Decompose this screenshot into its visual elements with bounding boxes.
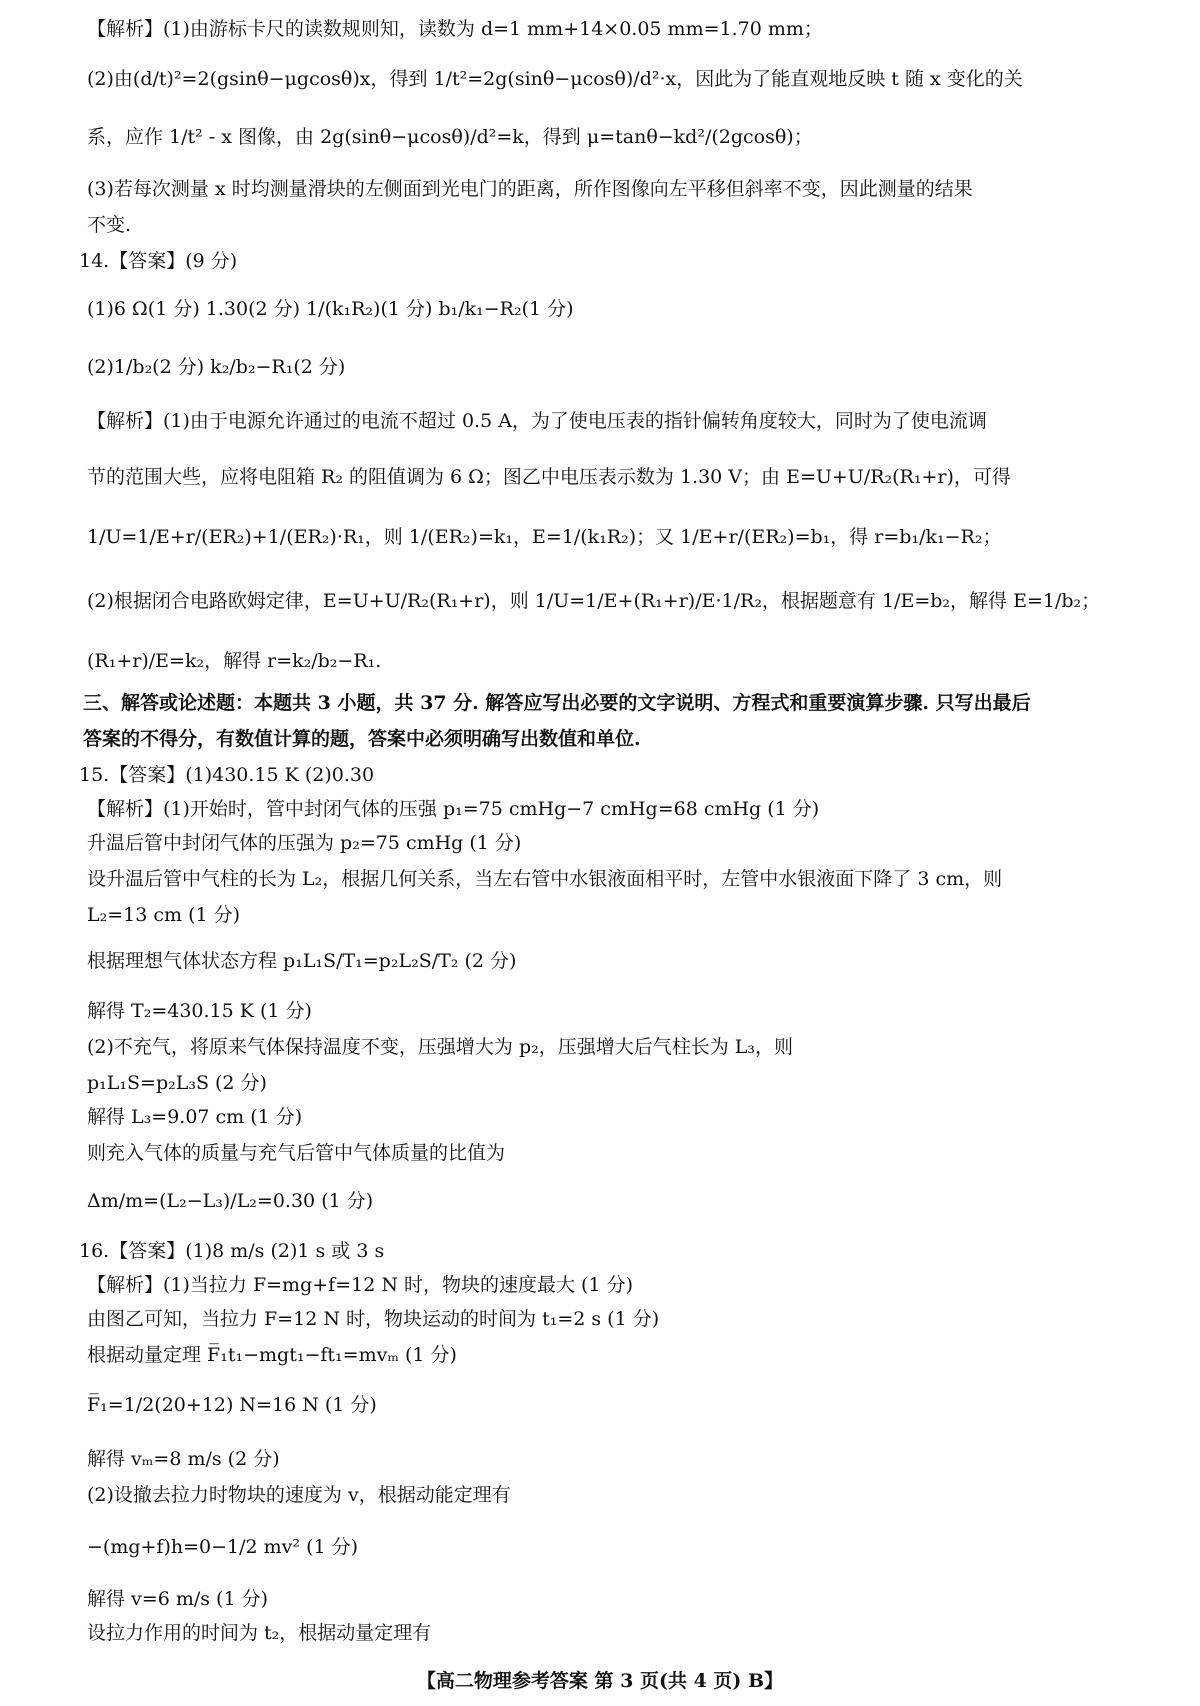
text-line: 1/U=1/E+r/(ER₂)+1/(ER₂)·R₁，则 1/(ER₂)=k₁，E=1/(k₁R₂)；又 1/E+r/(ER₂)=b₁，得 r=b₁/k₁−R₂； <box>87 526 1002 548</box>
text-line: 节的范围大些，应将电阻箱 R₂ 的阻值调为 6 Ω；图乙中电压表示数为 1.30 V；由 E=U+U/R₂(R₁+r)，可得 <box>87 466 1011 488</box>
text-line: Δm/m=(L₂−L₃)/L₂=0.30 (1 分) <box>87 1190 374 1212</box>
text-line: 【解析】(1)开始时，管中封闭气体的压强 p₁=75 cmHg−7 cmHg=68 cmHg (1 分) <box>87 798 820 820</box>
text-line: 14.【答案】(9 分) <box>79 250 238 272</box>
text-line: −(mg+f)h=0−1/2 mv² (1 分) <box>87 1536 359 1558</box>
page-footer: 【高二物理参考答案 第 3 页(共 4 页) B】 <box>416 1670 784 1692</box>
text-line: 根据理想气体状态方程 p₁L₁S/T₁=p₂L₂S/T₂ (2 分) <box>87 950 517 972</box>
text-line: 系，应作 1/t² - x 图像，由 2g(sinθ−μcosθ)/d²=k，得到 μ=tanθ−kd²/(2gcosθ)； <box>87 126 813 148</box>
text-line: (3)若每次测量 x 时均测量滑块的左侧面到光电门的距离，所作图像向左平移但斜率不变，因此测量的结果 <box>87 178 973 200</box>
text-line: 【解析】(1)当拉力 F=mg+f=12 N 时，物块的速度最大 (1 分) <box>87 1274 633 1296</box>
text-line: 答案的不得分，有数值计算的题，答案中必须明确写出数值和单位. <box>83 728 641 750</box>
text-line: 则充入气体的质量与充气后管中气体质量的比值为 <box>87 1142 506 1164</box>
text-line: 【解析】(1)由于电源允许通过的电流不超过 0.5 A，为了使电压表的指针偏转角度较大，同时为了使电流调 <box>87 410 987 432</box>
text-line: (2)由(d/t)²=2(gsinθ−μgcosθ)x，得到 1/t²=2g(sinθ−μcosθ)/d²·x，因此为了能直观地反映 t 随 x 变化的关 <box>87 68 1023 90</box>
text-line: 三、解答或论述题：本题共 3 小题，共 37 分. 解答应写出必要的文字说明、方程式和重要演算步骤. 只写出最后 <box>83 692 1031 714</box>
text-line: 16.【答案】(1)8 m/s (2)1 s 或 3 s <box>79 1240 385 1262</box>
text-line: (1)6 Ω(1 分) 1.30(2 分) 1/(k₁R₂)(1 分) b₁/k₁−R₂(1 分) <box>87 298 574 320</box>
text-line: F̅₁=1/2(20+12) N=16 N (1 分) <box>87 1394 377 1416</box>
text-line: (R₁+r)/E=k₂，解得 r=k₂/b₂−R₁. <box>87 650 382 672</box>
text-line: 根据动量定理 F̅₁t₁−mgt₁−ft₁=mvₘ (1 分) <box>87 1344 457 1366</box>
text-line: 解得 v=6 m/s (1 分) <box>87 1588 268 1610</box>
text-line: 升温后管中封闭气体的压强为 p₂=75 cmHg (1 分) <box>87 832 522 854</box>
text-line: 由图乙可知，当拉力 F=12 N 时，物块运动的时间为 t₁=2 s (1 分) <box>87 1308 660 1330</box>
text-line: (2)不充气，将原来气体保持温度不变，压强增大为 p₂，压强增大后气柱长为 L₃，则 <box>87 1036 794 1058</box>
text-line: 解得 L₃=9.07 cm (1 分) <box>87 1106 303 1128</box>
text-line: (2)根据闭合电路欧姆定律，E=U+U/R₂(R₁+r)，则 1/U=1/E+(R₁+r)/E·1/R₂，根据题意有 1/E=b₂，解得 E=1/b₂； <box>87 590 1101 612</box>
text-line: 15.【答案】(1)430.15 K (2)0.30 <box>79 764 375 786</box>
text-line: 不变. <box>87 214 132 236</box>
text-line: 设拉力作用的时间为 t₂，根据动量定理有 <box>87 1622 432 1644</box>
text-line: L₂=13 cm (1 分) <box>87 904 241 926</box>
text-line: (2)1/b₂(2 分) k₂/b₂−R₁(2 分) <box>87 356 346 378</box>
text-line: 解得 T₂=430.15 K (1 分) <box>87 1000 312 1022</box>
text-line: 设升温后管中气柱的长为 L₂，根据几何关系，当左右管中水银液面相平时，左管中水银液面下降了 3 cm，则 <box>87 868 1003 890</box>
text-line: (2)设撤去拉力时物块的速度为 v，根据动能定理有 <box>87 1484 511 1506</box>
text-line: p₁L₁S=p₂L₃S (2 分) <box>87 1072 267 1094</box>
text-line: 解得 vₘ=8 m/s (2 分) <box>87 1448 280 1470</box>
text-line: 【解析】(1)由游标卡尺的读数规则知，读数为 d=1 mm+14×0.05 mm=1.70 mm； <box>87 18 823 40</box>
